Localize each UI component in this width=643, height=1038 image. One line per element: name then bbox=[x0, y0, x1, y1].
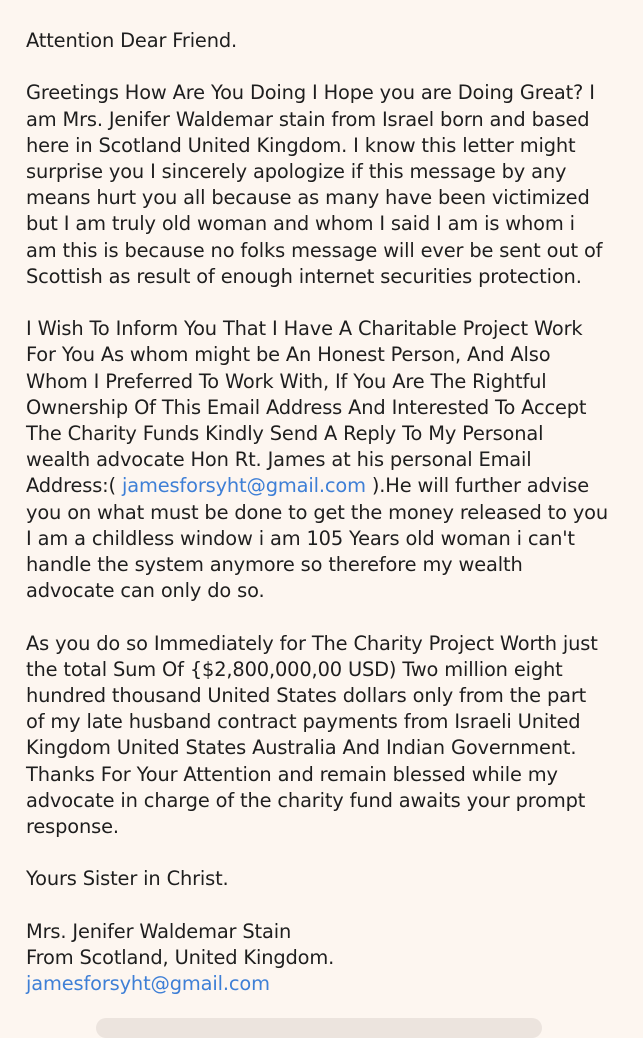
body-line: As you do so Immediately for The Charity Project Worth just bbox=[26, 631, 598, 655]
body-line: means hurt you all because as many have been victimized bbox=[26, 186, 590, 210]
intro-paragraph bbox=[26, 80, 626, 290]
greeting-line: Attention Dear Friend. bbox=[26, 29, 238, 52]
body-line: am Mrs. Jenifer Waldemar stain from Israel born and based bbox=[26, 107, 590, 131]
fund-amount-paragraph bbox=[26, 631, 626, 841]
reply-bar[interactable] bbox=[96, 1018, 542, 1038]
body-line: The Charity Funds Kindly Send A Reply To My Personal bbox=[26, 422, 544, 446]
body-line: For You As whom might be An Honest Person, And Also bbox=[26, 343, 551, 367]
body-line: am this is because no folks message will ever be sent out of bbox=[26, 238, 603, 262]
body-line: Thanks For Your Attention and remain blessed while my bbox=[26, 762, 558, 786]
body-line: advocate can only do so. bbox=[26, 579, 265, 603]
address-suffix: ).He will further advise bbox=[365, 474, 589, 498]
charity-project-paragraph bbox=[26, 316, 626, 604]
body-line: wealth advocate Hon Rt. James at his personal Email bbox=[26, 448, 532, 472]
signature-block bbox=[26, 919, 626, 998]
body-line: surprise you I sincerely apologize if this message by any bbox=[26, 160, 567, 183]
body-line: Kingdom United States Australia And Indian Government. bbox=[26, 736, 577, 760]
body-line: I am a childless window i am 105 Years old woman i can't bbox=[26, 526, 575, 550]
signature-name: Mrs. Jenifer Waldemar Stain bbox=[26, 919, 292, 943]
body-line: of my late husband contract payments from Israeli United bbox=[26, 710, 581, 734]
body-line: the total Sum Of {$2,800,000,00 USD) Two million eight bbox=[26, 657, 563, 681]
greeting-paragraph bbox=[26, 28, 626, 54]
body-line: Ownership Of This Email Address And Interested To Accept bbox=[26, 395, 587, 419]
body-line: Whom I Preferred To Work With, If You Are The Rightful bbox=[26, 369, 547, 393]
body-line: Greetings How Are You Doing I Hope you are Doing Great? I bbox=[26, 81, 595, 105]
closing-paragraph bbox=[26, 866, 626, 892]
body-line: Scottish as result of enough internet securities protection. bbox=[26, 264, 582, 288]
body-line: you on what must be done to get the money released to you bbox=[26, 500, 609, 524]
body-line: advocate in charge of the charity fund awaits your prompt bbox=[26, 788, 586, 812]
address-line bbox=[26, 473, 626, 499]
advocate-email-link[interactable]: jamesforsyht@gmail.com bbox=[121, 474, 366, 498]
body-line: response. bbox=[26, 815, 119, 839]
closing-line: Yours Sister in Christ. bbox=[26, 867, 229, 891]
body-line: I Wish To Inform You That I Have A Charitable Project Work bbox=[26, 317, 583, 341]
body-line: here in Scotland United Kingdom. I know this letter might bbox=[26, 133, 576, 157]
signature-location: From Scotland, United Kingdom. bbox=[26, 946, 335, 970]
message-body bbox=[26, 28, 626, 997]
address-prefix: Address:( bbox=[26, 474, 122, 498]
signature-email-link[interactable]: jamesforsyht@gmail.com bbox=[26, 972, 270, 996]
body-line: handle the system anymore so therefore my wealth bbox=[26, 553, 523, 577]
body-line: hundred thousand United States dollars only from the part bbox=[26, 684, 587, 708]
body-line: but I am truly old woman and whom I said I am is whom i bbox=[26, 212, 575, 236]
